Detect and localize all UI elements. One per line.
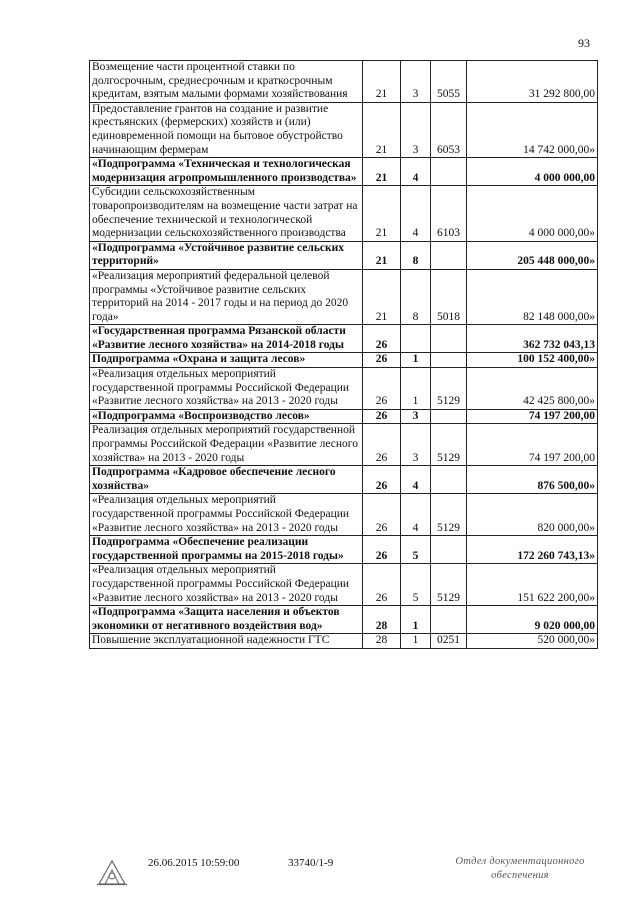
row-amount-cell: 362 732 043,13 xyxy=(467,325,598,353)
row-code-cell xyxy=(431,466,467,494)
row-section-cell: 26 xyxy=(363,424,401,466)
row-code-cell: 5055 xyxy=(431,61,467,103)
row-name-cell: Возмещение части процентной ставки по долгосрочным, среднесрочным и краткосрочным кредитам, взятым малыми формами хозяйствования xyxy=(90,61,363,103)
row-code-cell xyxy=(431,536,467,564)
row-amount-cell: 100 152 400,00» xyxy=(467,353,598,368)
table-row xyxy=(90,158,598,186)
row-section-cell: 21 xyxy=(363,186,401,241)
table-row xyxy=(90,241,598,269)
department-stamp xyxy=(440,855,600,883)
row-name-cell: Субсидии сельскохозяйственным товаропроизводителям на возмещение части затрат на обеспечение технической и технологической модернизации сельскохозяйственного производства xyxy=(90,186,363,241)
row-name-cell: Подпрограмма «Кадровое обеспечение лесного хозяйства» xyxy=(90,466,363,494)
row-code-cell xyxy=(431,606,467,634)
row-subsection-cell: 3 xyxy=(401,424,431,466)
emblem-logo xyxy=(95,858,129,886)
row-section-cell: 26 xyxy=(363,353,401,368)
row-code-cell: 5018 xyxy=(431,269,467,324)
table-row xyxy=(90,466,598,494)
table-row xyxy=(90,186,598,241)
row-code-cell xyxy=(431,241,467,269)
table-row xyxy=(90,536,598,564)
footer-document-code: 33740/1-9 xyxy=(288,857,334,869)
row-code-cell: 6103 xyxy=(431,186,467,241)
row-name-cell: Реализация отдельных мероприятий государственной программы Российской Федерации «Развитие лесного хозяйства» на 2013 - 2020 годы xyxy=(90,424,363,466)
row-amount-cell: 172 260 743,13» xyxy=(467,536,598,564)
row-subsection-cell: 4 xyxy=(401,158,431,186)
row-code-cell: 0251 xyxy=(431,634,467,649)
row-name-cell: «Подпрограмма «Защита населения и объектов экономики от негативного воздействия вод» xyxy=(90,606,363,634)
row-section-cell: 26 xyxy=(363,536,401,564)
row-subsection-cell: 3 xyxy=(401,102,431,157)
footer-date: 26.06.2015 10:59:00 xyxy=(148,857,240,869)
row-subsection-cell: 4 xyxy=(401,494,431,536)
row-section-cell: 21 xyxy=(363,61,401,103)
row-section-cell: 21 xyxy=(363,102,401,157)
row-code-cell: 6053 xyxy=(431,102,467,157)
row-section-cell: 26 xyxy=(363,466,401,494)
row-code-cell: 5129 xyxy=(431,494,467,536)
row-amount-cell: 820 000,00» xyxy=(467,494,598,536)
row-section-cell: 28 xyxy=(363,634,401,649)
table-row xyxy=(90,368,598,410)
row-subsection-cell: 1 xyxy=(401,606,431,634)
row-name-cell: «Реализация отдельных мероприятий государственной программы Российской Федерации «Развитие лесного хозяйства» на 2013 - 2020 годы xyxy=(90,494,363,536)
row-amount-cell: 4 000 000,00» xyxy=(467,186,598,241)
row-amount-cell: 4 000 000,00 xyxy=(467,158,598,186)
table-row xyxy=(90,634,598,649)
budget-table xyxy=(89,60,598,649)
row-subsection-cell: 5 xyxy=(401,564,431,606)
stamp-line-2: обеспечения xyxy=(491,870,549,881)
table-row xyxy=(90,409,598,424)
row-subsection-cell: 1 xyxy=(401,368,431,410)
row-name-cell: «Реализация отдельных мероприятий государственной программы Российской Федерации «Развитие лесного хозяйства» на 2013 - 2020 годы xyxy=(90,564,363,606)
row-code-cell: 5129 xyxy=(431,424,467,466)
row-amount-cell: 42 425 800,00» xyxy=(467,368,598,410)
row-code-cell xyxy=(431,158,467,186)
row-subsection-cell: 4 xyxy=(401,186,431,241)
row-section-cell: 26 xyxy=(363,564,401,606)
row-code-cell xyxy=(431,409,467,424)
row-name-cell: «Подпрограмма «Техническая и технологическая модернизация агропромышленного производства» xyxy=(90,158,363,186)
table-row xyxy=(90,325,598,353)
page-number: 93 xyxy=(578,36,590,50)
row-subsection-cell: 8 xyxy=(401,241,431,269)
row-section-cell: 28 xyxy=(363,606,401,634)
row-subsection-cell: 5 xyxy=(401,536,431,564)
row-subsection-cell: 4 xyxy=(401,466,431,494)
table-row xyxy=(90,269,598,324)
row-amount-cell: 74 197 200,00 xyxy=(467,424,598,466)
table-row xyxy=(90,353,598,368)
row-section-cell: 21 xyxy=(363,158,401,186)
table-row xyxy=(90,61,598,103)
row-section-cell: 21 xyxy=(363,269,401,324)
row-code-cell xyxy=(431,325,467,353)
table-row xyxy=(90,102,598,157)
row-subsection-cell xyxy=(401,325,431,353)
row-amount-cell: 31 292 800,00 xyxy=(467,61,598,103)
stamp-line-1: Отдел документационного xyxy=(455,856,585,867)
row-name-cell: Предоставление грантов на создание и развитие крестьянских (фермерских) хозяйств и (или) единовременной помощи на бытовое обустройство начинающим фермерам xyxy=(90,102,363,157)
row-amount-cell: 876 500,00» xyxy=(467,466,598,494)
table-row xyxy=(90,606,598,634)
row-amount-cell: 74 197 200,00 xyxy=(467,409,598,424)
row-name-cell: Подпрограмма «Охрана и защита лесов» xyxy=(90,353,363,368)
row-name-cell: Повышение эксплуатационной надежности ГТС xyxy=(90,634,363,649)
row-name-cell: Подпрограмма «Обеспечение реализации государственной программы на 2015-2018 годы» xyxy=(90,536,363,564)
row-subsection-cell: 3 xyxy=(401,409,431,424)
row-amount-cell: 151 622 200,00» xyxy=(467,564,598,606)
row-subsection-cell: 3 xyxy=(401,61,431,103)
row-code-cell: 5129 xyxy=(431,368,467,410)
row-section-cell: 26 xyxy=(363,409,401,424)
row-code-cell xyxy=(431,353,467,368)
row-amount-cell: 14 742 000,00» xyxy=(467,102,598,157)
row-name-cell: «Государственная программа Рязанской области «Развитие лесного хозяйства» на 2014-2018 годы xyxy=(90,325,363,353)
row-amount-cell: 82 148 000,00» xyxy=(467,269,598,324)
row-name-cell: «Реализация отдельных мероприятий государственной программы Российской Федерации «Развитие лесного хозяйства» на 2013 - 2020 годы xyxy=(90,368,363,410)
table-row xyxy=(90,424,598,466)
row-section-cell: 21 xyxy=(363,241,401,269)
row-code-cell: 5129 xyxy=(431,564,467,606)
row-subsection-cell: 8 xyxy=(401,269,431,324)
row-section-cell: 26 xyxy=(363,494,401,536)
row-subsection-cell: 1 xyxy=(401,634,431,649)
row-amount-cell: 205 448 000,00» xyxy=(467,241,598,269)
row-section-cell: 26 xyxy=(363,325,401,353)
row-name-cell: «Реализация мероприятий федеральной целевой программы «Устойчивое развитие сельских территорий на 2014 - 2017 годы и на период до 2020 года» xyxy=(90,269,363,324)
row-amount-cell: 520 000,00» xyxy=(467,634,598,649)
row-name-cell: «Подпрограмма «Воспроизводство лесов» xyxy=(90,409,363,424)
table-row xyxy=(90,494,598,536)
row-subsection-cell: 1 xyxy=(401,353,431,368)
table-row xyxy=(90,564,598,606)
row-amount-cell: 9 020 000,00 xyxy=(467,606,598,634)
row-section-cell: 26 xyxy=(363,368,401,410)
row-name-cell: «Подпрограмма «Устойчивое развитие сельских территорий» xyxy=(90,241,363,269)
